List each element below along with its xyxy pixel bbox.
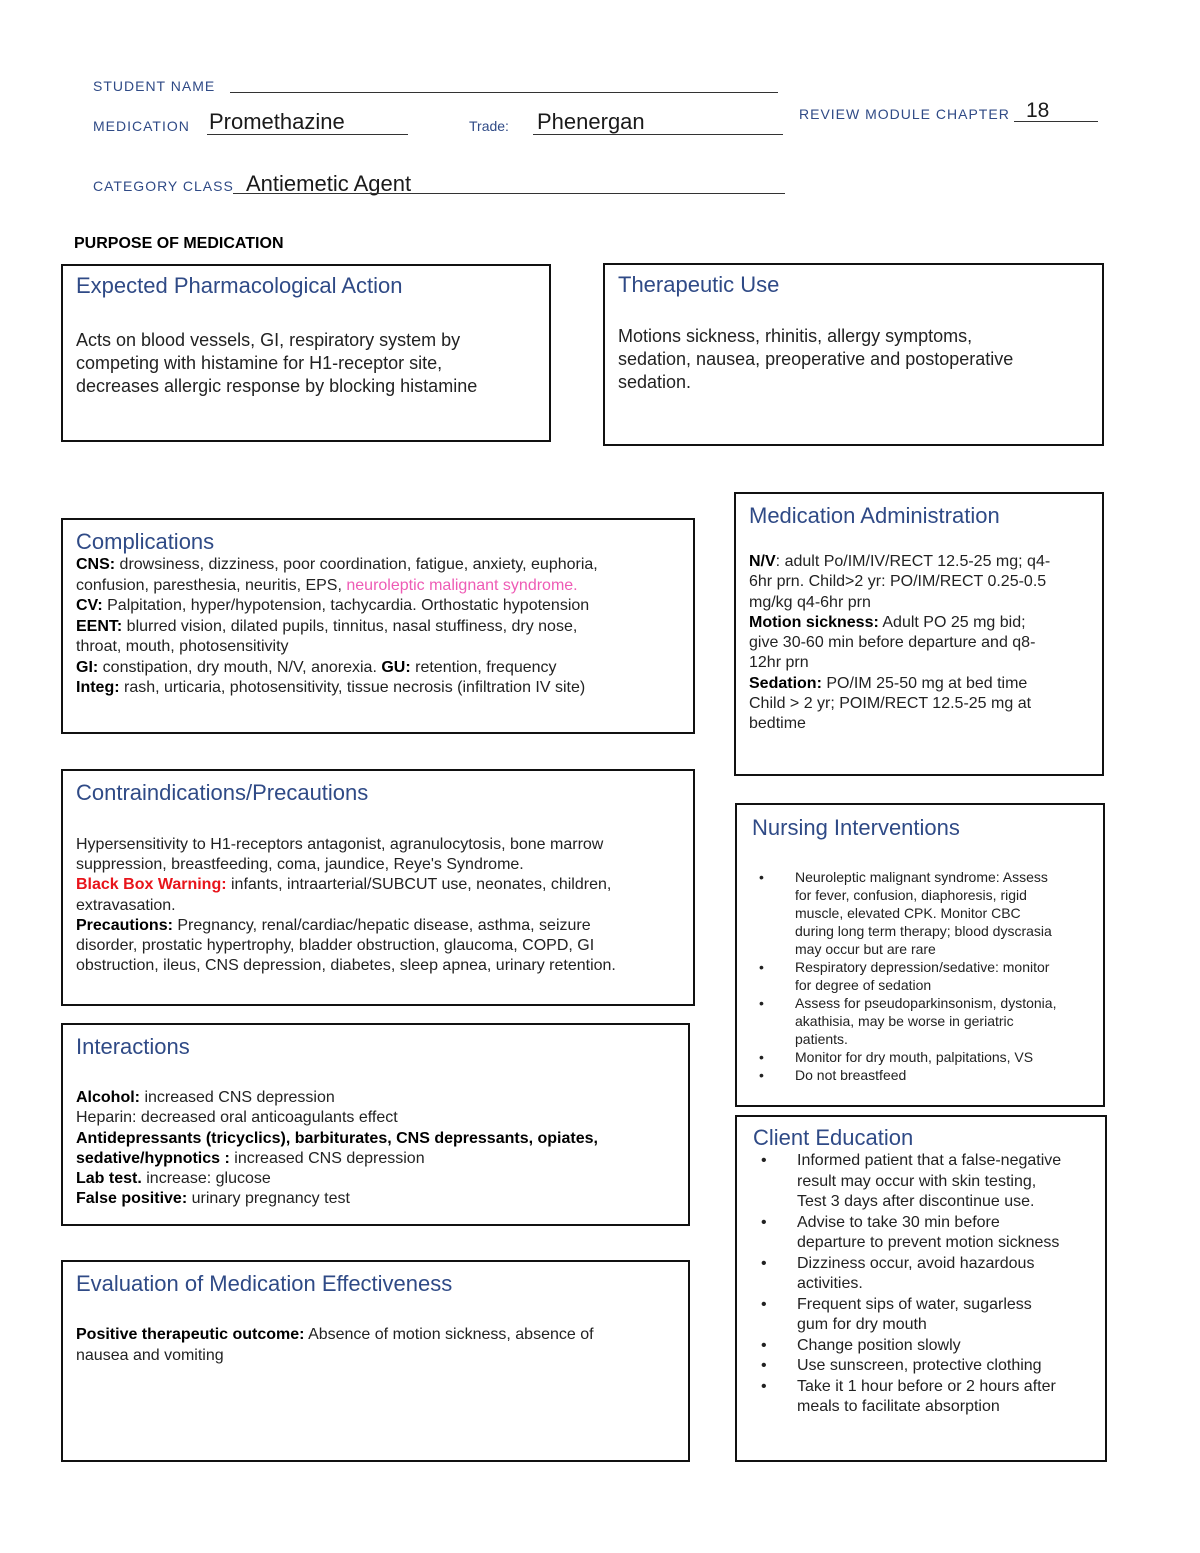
evaluation-text: Positive therapeutic outcome: Absence of motion sickness, absence of nausea and vomiting [76, 1326, 594, 1364]
trade-underline [533, 134, 783, 135]
trade-label: Trade: [469, 118, 509, 134]
list-item: • Take it 1 hour before or 2 hours after meals to facilitate absorption [753, 1377, 1103, 1418]
category-class-underline [233, 193, 785, 194]
list-item: • Informed patient that a false-negative result may occur with skin testing, Test 3 days after discontinue use. [753, 1151, 1103, 1213]
interactions-title: Interactions [76, 1034, 190, 1059]
med-admin-box [734, 492, 1104, 776]
medication-value[interactable]: Promethazine [209, 109, 345, 134]
interactions-box [61, 1023, 690, 1226]
complications-text: CNS: drowsiness, dizziness, poor coordination, fatigue, anxiety, euphoria, confusion, paresthesia, neuritis, EPS, neuroleptic malignant syndrome. CV: Palpitation, hyper/hypotension, tachycardia. Orthostatic hypotension EENT: blurred vision, dilated pupils, tinnitus, nasal stuffiness, dry nose, throat, mouth, photosensitivity GI: constipation, dry mouth, N/V, anorexia. GU: retention, frequency Integ: rash, urticaria, photosensitivity, tissue necrosis (infiltration IV site) [76, 556, 598, 696]
black-box-warning-label: Black Box Warning: [76, 876, 227, 894]
contraindications-box [61, 769, 695, 1006]
interactions-text: Alcohol: increased CNS depression Heparin: decreased oral anticoagulants effect Antidepressants (tricyclics), barbiturates, CNS depressants, opiates, sedative/hypnotics : increased CNS depression Lab test. increase: glucose False positive: urinary pregnancy test [76, 1089, 598, 1208]
student-name-label: STUDENT NAME [93, 78, 216, 94]
nms-highlight: neuroleptic malignant syndrome. [346, 576, 578, 594]
therapeutic-use-text: Motions sickness, rhinitis, allergy symptoms, sedation, nausea, preoperative and postoperative sedation. [618, 326, 1014, 392]
complications-box [61, 518, 695, 734]
therapeutic-use-title: Therapeutic Use [618, 272, 780, 297]
student-name-field[interactable] [230, 92, 778, 93]
review-module-underline [1014, 121, 1098, 122]
contraindications-title: Contraindications/Precautions [76, 780, 369, 805]
evaluation-title: Evaluation of Medication Effectiveness [76, 1271, 453, 1296]
list-item: • Monitor for dry mouth, palpitations, VS [751, 1048, 1101, 1066]
trade-value[interactable]: Phenergan [537, 109, 645, 134]
review-module-label: REVIEW MODULE CHAPTER [799, 106, 1010, 122]
med-admin-title: Medication Administration [749, 503, 1000, 528]
list-item: • Frequent sips of water, sugarless gum for dry mouth [753, 1295, 1103, 1336]
client-education-list [753, 1151, 1103, 1418]
nursing-interventions-title: Nursing Interventions [752, 815, 960, 840]
therapeutic-use-box [603, 263, 1104, 446]
med-admin-text: N/V: adult Po/IM/IV/RECT 12.5-25 mg; q4- 6hr prn. Child>2 yr: PO/IM/RECT 0.25-0.5 mg/kg q4-6hr prn Motion sickness: Adult PO 25 mg bid; give 30-60 min before departure and q8- 12hr prn Sedation: PO/IM 25-50 mg at bed time Child > 2 yr; POIM/RECT 12.5-25 mg at bedtime [749, 553, 1051, 733]
review-module-value[interactable]: 18 [1026, 99, 1050, 122]
list-item: • Advise to take 30 min before departure to prevent motion sickness [753, 1213, 1103, 1254]
category-class-value[interactable]: Antiemetic Agent [246, 171, 412, 196]
nursing-interventions-box [735, 803, 1105, 1107]
pharm-action-text: Acts on blood vessels, GI, respiratory system by competing with histamine for H1-receptor site, decreases allergic response by blocking histamine [76, 330, 478, 396]
list-item: • Change position slowly [753, 1336, 1103, 1357]
pharm-action-title: Expected Pharmacological Action [76, 273, 403, 298]
complications-title: Complications [76, 529, 215, 554]
list-item: • Do not breastfeed [751, 1066, 1101, 1084]
list-item: • Neuroleptic malignant syndrome: Assess for fever, confusion, diaphoresis, rigid muscle, elevated CPK. Monitor CBC during long term therapy; blood dyscrasia may occur but are rare [751, 868, 1101, 958]
pharm-action-box [61, 264, 551, 442]
medication-label: MEDICATION [93, 118, 190, 134]
purpose-heading: PURPOSE OF MEDICATION [74, 235, 284, 252]
list-item: • Dizziness occur, avoid hazardous activities. [753, 1254, 1103, 1295]
client-education-box [735, 1115, 1107, 1462]
list-item: • Assess for pseudoparkinsonism, dystonia, akathisia, may be worse in geriatric patients. [751, 994, 1101, 1048]
list-item: • Respiratory depression/sedative: monitor for degree of sedation [751, 958, 1101, 994]
contraindications-text: Hypersensitivity to H1-receptors antagonist, agranulocytosis, bone marrow suppression, breastfeeding, coma, jaundice, Reye's Syndrome. Black Box Warning: infants, intraarterial/SUBCUT use, neonates, children, extravasation. Precautions: Pregnancy, renal/cardiac/hepatic disease, asthma, seizure disorder, prostatic hypertrophy, bladder obstruction, glaucoma, COPD, GI obstruction, ileus, CNS depression, diabetes, sleep apnea, urinary retention. [76, 836, 616, 975]
client-education-title: Client Education [753, 1125, 914, 1150]
nursing-interventions-list [751, 868, 1101, 1084]
list-item: • Use sunscreen, protective clothing [753, 1356, 1103, 1377]
evaluation-box [61, 1260, 690, 1462]
category-class-label: CATEGORY CLASS [93, 178, 234, 194]
medication-underline [207, 134, 408, 135]
